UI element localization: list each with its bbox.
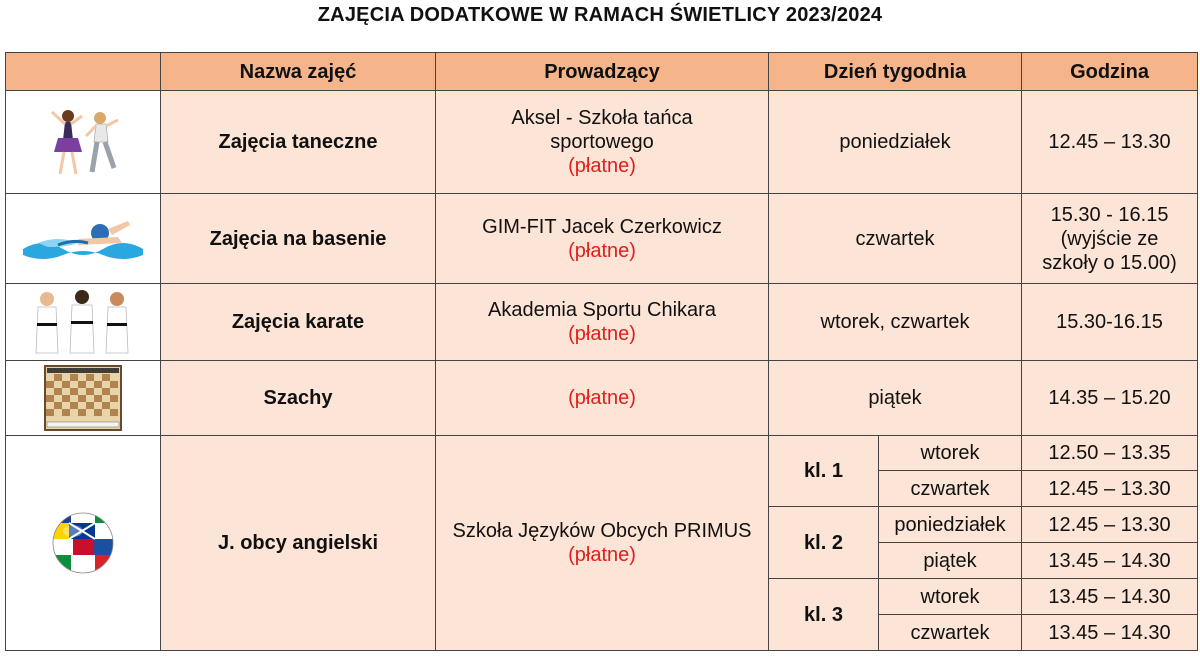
instructor-text: Szkoła Języków Obcych PRIMUS bbox=[452, 520, 752, 542]
table-row bbox=[6, 91, 1198, 194]
activity-name: Szachy bbox=[161, 361, 436, 436]
paid-label: (płatne) bbox=[568, 239, 636, 262]
instructor-cell bbox=[436, 194, 769, 284]
time-cell: 12.45 – 13.30 bbox=[1022, 91, 1198, 194]
time-text: 15.30 - 16.15 bbox=[1050, 203, 1169, 226]
instructor-cell bbox=[436, 436, 769, 651]
instructor-text: Akademia Sportu Chikara bbox=[488, 299, 716, 321]
instructor-cell bbox=[436, 361, 769, 436]
activities-table bbox=[5, 52, 1198, 651]
time-cell: 13.45 – 14.30 bbox=[1022, 615, 1198, 651]
day-cell: poniedziałek bbox=[769, 91, 1022, 194]
day-cell: poniedziałek bbox=[879, 507, 1022, 543]
paid-label: (płatne) bbox=[568, 544, 636, 566]
time-cell: 12.45 – 13.30 bbox=[1022, 507, 1198, 543]
day-cell: piątek bbox=[879, 543, 1022, 579]
header-image-cell bbox=[6, 53, 161, 91]
day-cell: wtorek bbox=[879, 436, 1022, 471]
time-cell bbox=[1022, 194, 1198, 284]
time-note: szkoły o 15.00) bbox=[1042, 251, 1177, 274]
header-name: Nazwa zajęć bbox=[161, 53, 436, 91]
time-cell: 13.45 – 14.30 bbox=[1022, 579, 1198, 615]
table-header-row bbox=[6, 53, 1198, 91]
instructor-cell bbox=[436, 284, 769, 361]
karate-kids-icon bbox=[6, 284, 161, 361]
paid-label: (płatne) bbox=[568, 323, 636, 345]
table-row bbox=[6, 436, 1198, 471]
chessboard-icon bbox=[6, 361, 161, 436]
time-cell: 15.30-16.15 bbox=[1022, 284, 1198, 361]
paid-label: (płatne) bbox=[568, 155, 636, 177]
day-cell: wtorek bbox=[879, 579, 1022, 615]
class-label: kl. 2 bbox=[769, 507, 879, 579]
page-title: ZAJĘCIA DODATKOWE W RAMACH ŚWIETLICY 2023/2024 bbox=[317, 4, 883, 26]
day-cell: czwartek bbox=[769, 194, 1022, 284]
class-label: kl. 3 bbox=[769, 579, 879, 651]
dancers-icon bbox=[6, 91, 161, 194]
time-cell: 13.45 – 14.30 bbox=[1022, 543, 1198, 579]
flags-globe-icon bbox=[6, 436, 161, 651]
activity-name: J. obcy angielski bbox=[161, 436, 436, 651]
time-cell: 12.50 – 13.35 bbox=[1022, 436, 1198, 471]
header-instructor: Prowadzący bbox=[436, 53, 769, 91]
activity-name: Zajęcia na basenie bbox=[161, 194, 436, 284]
day-cell: wtorek, czwartek bbox=[769, 284, 1022, 361]
time-cell: 12.45 – 13.30 bbox=[1022, 471, 1198, 507]
day-cell: piątek bbox=[769, 361, 1022, 436]
instructor-cell bbox=[436, 91, 769, 194]
table-row bbox=[6, 194, 1198, 284]
instructor-text: GIM-FIT Jacek Czerkowicz bbox=[482, 215, 722, 238]
instructor-text: Aksel - Szkoła tańca bbox=[511, 107, 693, 129]
day-cell: czwartek bbox=[879, 615, 1022, 651]
header-day: Dzień tygodnia bbox=[769, 53, 1022, 91]
table-row bbox=[6, 284, 1198, 361]
swimmer-icon bbox=[6, 194, 161, 284]
table-row bbox=[6, 361, 1198, 436]
day-cell: czwartek bbox=[879, 471, 1022, 507]
paid-label: (płatne) bbox=[568, 387, 636, 409]
time-cell: 14.35 – 15.20 bbox=[1022, 361, 1198, 436]
activity-name: Zajęcia taneczne bbox=[161, 91, 436, 194]
time-note: (wyjście ze bbox=[1060, 227, 1159, 250]
activity-name: Zajęcia karate bbox=[161, 284, 436, 361]
header-time: Godzina bbox=[1022, 53, 1198, 91]
instructor-text: sportowego bbox=[550, 131, 654, 153]
class-label: kl. 1 bbox=[769, 436, 879, 507]
